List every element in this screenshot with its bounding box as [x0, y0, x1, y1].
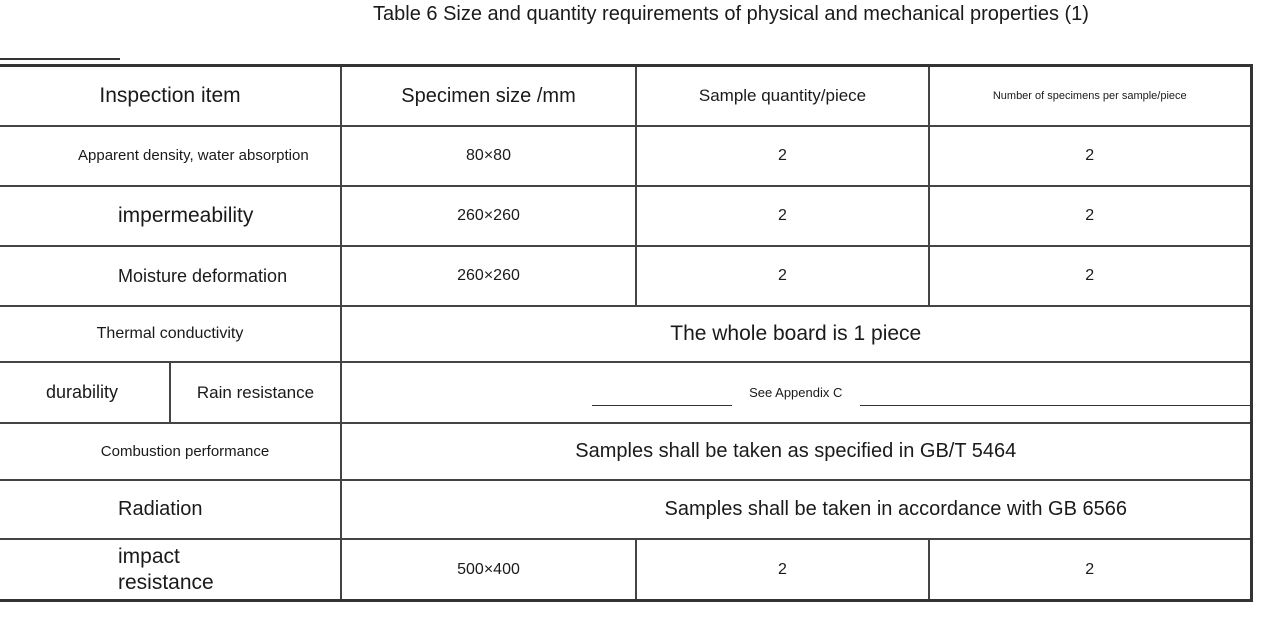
row-specimen-size: 500×400	[341, 539, 636, 601]
row-item-label: Rain resistance	[170, 362, 341, 423]
row-specimens-per-sample: 2	[929, 126, 1251, 186]
table-row	[0, 362, 1251, 423]
table-row	[0, 246, 1251, 306]
header-specimens-per-sample: Number of specimens per sample/piece	[929, 66, 1251, 127]
row-merged-requirement: Samples shall be taken in accordance with GB 6566	[341, 480, 1251, 539]
table-corner-rule	[0, 58, 120, 60]
row-sample-quantity: 2	[636, 126, 929, 186]
row-merged-requirement	[341, 362, 1251, 423]
row-item-label: Thermal conductivity	[0, 306, 341, 362]
row-specimens-per-sample: 2	[929, 539, 1251, 601]
header-inspection-item: Inspection item	[0, 66, 341, 127]
table-row	[0, 126, 1251, 186]
table-row	[0, 480, 1251, 539]
row-item-label: impermeability	[0, 186, 341, 246]
row-item-label: Apparent density, water absorption	[0, 126, 341, 186]
row-sample-quantity: 2	[636, 539, 929, 601]
row-merged-requirement: Samples shall be taken as specified in GB/T 5464	[341, 423, 1251, 480]
row-specimen-size: 80×80	[341, 126, 636, 186]
table-row	[0, 423, 1251, 480]
table-caption: Table 6 Size and quantity requirements of physical and mechanical properties (1)	[373, 3, 1089, 25]
header-specimen-size: Specimen size /mm	[341, 66, 636, 127]
row-merged-text: See Appendix C	[749, 385, 843, 400]
row-group-label: durability	[0, 362, 170, 423]
table-row	[0, 539, 1251, 601]
row-specimen-size: 260×260	[341, 186, 636, 246]
table-row	[0, 306, 1251, 362]
size-quantity-table	[0, 64, 1253, 602]
row-item-label: Combustion performance	[0, 423, 341, 480]
table-row	[0, 186, 1251, 246]
row-sample-quantity: 2	[636, 186, 929, 246]
header-sample-quantity: Sample quantity/piece	[636, 66, 929, 127]
row-item-label: Moisture deformation	[0, 246, 341, 306]
row-sample-quantity: 2	[636, 246, 929, 306]
row-specimens-per-sample: 2	[929, 246, 1251, 306]
table-header-row	[0, 66, 1251, 127]
fill-rule-left	[592, 405, 732, 406]
row-item-label: impact resistance	[0, 539, 341, 601]
row-specimen-size: 260×260	[341, 246, 636, 306]
fill-rule-right	[860, 405, 1250, 406]
row-specimens-per-sample: 2	[929, 186, 1251, 246]
row-item-label: Radiation	[0, 480, 341, 539]
row-merged-requirement: The whole board is 1 piece	[341, 306, 1251, 362]
